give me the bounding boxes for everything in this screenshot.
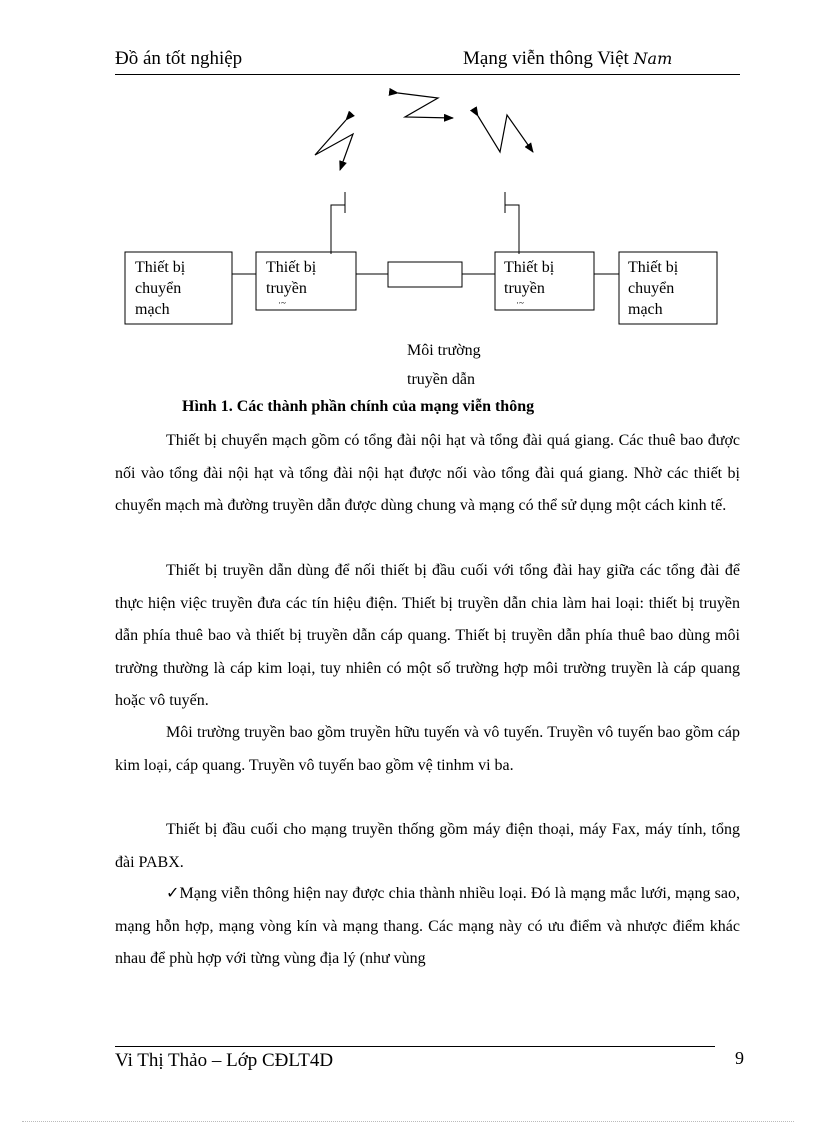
box-label-4-line: Thiết bị: [628, 259, 679, 276]
box-label-1: [135, 257, 185, 320]
header-title-left: Đồ án tốt nghiệp: [115, 48, 243, 69]
box-label-3-line: Thiết bị: [504, 259, 555, 276]
box-label-1-line: mạch: [135, 301, 170, 318]
box-label-2-line: Thiết bị: [266, 259, 317, 276]
medium-label-line: truyền dẫn: [407, 371, 475, 388]
box-label-3-line: truyền: [504, 280, 545, 297]
header-right-text: Mạng viễn thông Việt: [463, 48, 629, 69]
box-label-3: [504, 257, 554, 308]
footer-rule: [115, 1046, 715, 1047]
antenna-left: [331, 205, 345, 254]
footer-author: Vi Thị Thảo – Lớp CĐLT4D: [115, 1050, 334, 1071]
box-label-2-line: truyền: [266, 280, 307, 297]
radio-link-top: [398, 93, 453, 118]
box-label-4: [628, 257, 678, 320]
paragraph-4: Thiết bị đầu cuối cho mạng truyền thống gồm máy điện thoại, máy Fax, máy tính, tổng đài PABX.: [115, 821, 740, 871]
box-label-2-line: ·~: [278, 298, 286, 308]
radio-link-right: [478, 115, 533, 152]
page-number: 9: [735, 1048, 744, 1068]
box-label-2: [266, 257, 316, 308]
header-right-script: Nam: [633, 49, 673, 68]
paragraph-1: Thiết bị chuyển mạch gồm có tổng đài nội hạt và tổng đài quá giang. Các thuê bao được nối vào tổng đài nội hạt và tổng đài nội hạt được nối vào tổng đài quá giang. Nhờ các thiết bị chuyển mạch mà đường truyền dẫn được dùng chung và mạng có thể sử dụng một cách kinh tế.: [115, 432, 740, 514]
paragraph-5: ✓Mạng viễn thông hiện nay được chia thành nhiều loại. Đó là mạng mắc lưới, mạng sao, mạng hỗn hợp, mạng vòng kín và mạng thang. Các mạng này có ưu điểm và nhược điểm khác nhau để phù hợp với từng vùng địa lý (như vùng: [115, 885, 740, 967]
box-label-1-line: Thiết bị: [135, 259, 186, 276]
medium-label-line: Môi trường: [407, 342, 481, 359]
paragraph-3: Môi trường truyền bao gồm truyền hữu tuyến và vô tuyến. Truyền vô tuyến bao gồm cáp kim loại, cáp quang. Truyền vô tuyến bao gồm vệ tinhm vi ba.: [115, 724, 740, 774]
box-label-3-line: ·~: [516, 298, 524, 308]
medium-label: [407, 336, 481, 394]
paragraph-2: Thiết bị truyền dẫn dùng để nối thiết bị đầu cuối với tổng đài hay giữa các tổng đài để thực hiện việc truyền đưa các tín hiệu điện. Thiết bị truyền dẫn chia làm hai loại: thiết bị truyền dẫn phía thuê bao và thiết bị truyền dẫn cáp quang. Thiết bị truyền dẫn phía thuê bao dùng môi trường thường là cáp kim loại, tuy nhiên có một số trường hợp môi trường truyền là cáp quang hoặc vô tuyến.: [115, 562, 740, 709]
box-label-4-line: chuyển: [628, 280, 675, 297]
box-label-1-line: chuyển: [135, 280, 182, 297]
figure-caption: Hình 1. Các thành phần chính của mạng viễn thông: [182, 398, 535, 415]
transmission-medium: [388, 262, 462, 287]
antenna-right: [505, 205, 519, 254]
radio-link-left: [315, 120, 353, 170]
box-label-4-line: mạch: [628, 301, 663, 318]
page-edge-divider: [22, 1121, 794, 1122]
